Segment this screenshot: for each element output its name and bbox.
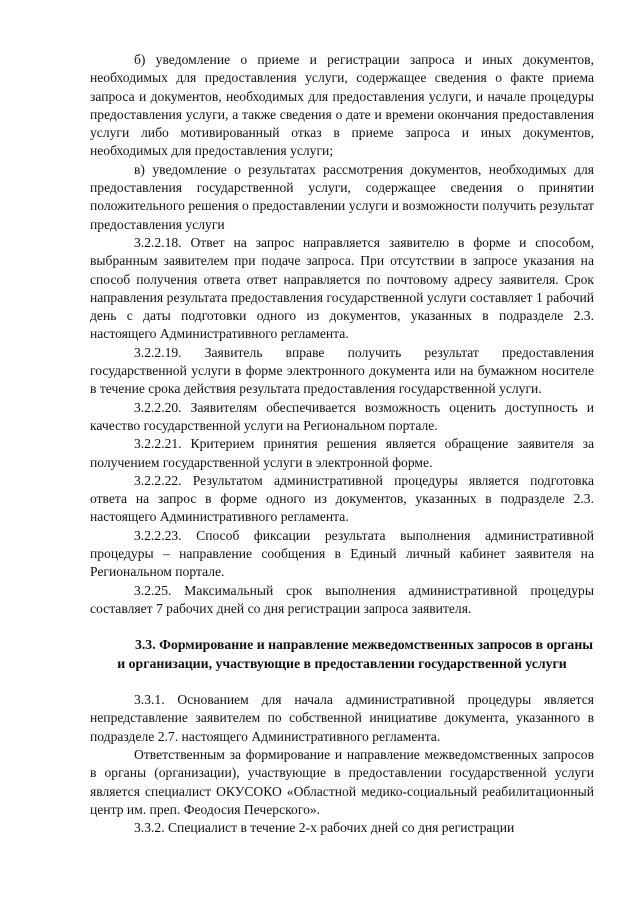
paragraph-3-2-2-19: 3.2.2.19. Заявитель вправе получить результат предоставления государственной услуги в форме электронного документа или на бумажном носителе в течение срока действия результата предоставления государственной услуги. xyxy=(90,344,594,397)
section-spacer xyxy=(90,673,594,691)
paragraph-3-3-2: 3.3.2. Специалист в течение 2-х рабочих дней со дня регистрации xyxy=(134,820,515,836)
section-spacer xyxy=(90,618,594,636)
paragraph-notice-b: б) уведомление о приеме и регистрации запроса и иных документов, необходимых для предоставления услуги, содержащее сведения о факте приема запроса и документов, необходимых для предоставления услуги, и начале процедуры предоставления услуги, а также сведения о дате и времени окончания предоставления услуги либо мотивированный отказ в приеме запроса и иных документов, необходимых для предоставления услуги; xyxy=(90,52,594,159)
paragraph-3-2-2-20: 3.2.2.20. Заявителям обеспечивается возможность оценить доступность и качество государственной услуги на Региональном портале. xyxy=(90,399,594,433)
paragraph-3-2-25: 3.2.25. Максимальный срок выполнения административной процедуры составляет 7 рабочих дней со дня регистрации запроса заявителя. xyxy=(90,582,594,616)
paragraph-3-2-2-18: 3.2.2.18. Ответ на запрос направляется заявителю в форме и способом, выбранным заявителем при подаче запроса. При отсутствии в запросе указания на способ получения ответа ответ направляется по почтовому адресу заявителя. Срок направления результата предоставления государственной услуги составляет 1 рабочий день с даты подготовки одного из документов, указанных в подразделе 2.3. настоящего Административного регламента. xyxy=(90,234,594,342)
document-body xyxy=(90,51,594,837)
paragraph-responsible: Ответственным за формирование и направление межведомственных запросов в органы (организации), участвующие в предоставлении государственной услуги является специалист ОКУСОКО «Областной медико-социальный реабилитационный центр им. преп. Феодосия Печерского». xyxy=(90,746,594,817)
paragraph-3-2-2-22: 3.2.2.22. Результатом административной процедуры является подготовка ответа на запрос в форме одного из документов, указанных в подразделе 2.3. настоящего Административного регламента. xyxy=(90,472,594,525)
paragraph-notice-v: в) уведомление о результатах рассмотрения документов, необходимых для предоставления государственной услуги, содержащее сведения о принятии положительного решения о предоставлении услуги и возможности получить результат предоставления услуги xyxy=(90,161,594,232)
paragraph-3-2-2-23: 3.2.2.23. Способ фиксации результата выполнения административной процедуры – направление сообщения в Единый личный кабинет заявителя на Региональном портале. xyxy=(90,527,594,580)
paragraph-3-3-1: 3.3.1. Основанием для начала административной процедуры является непредставление заявителем по собственной инициативе документа, указанного в подразделе 2.7. настоящего Административного регламента. xyxy=(90,692,594,744)
section-heading-3-3: 3.3. Формирование и направление межведомственных запросов в органы и организации, участвующие в предоставлении государственной услуги xyxy=(117,637,594,671)
paragraph-3-2-2-21: 3.2.2.21. Критерием принятия решения является обращение заявителя за получением государственной услуги в электронной форме. xyxy=(90,436,594,470)
